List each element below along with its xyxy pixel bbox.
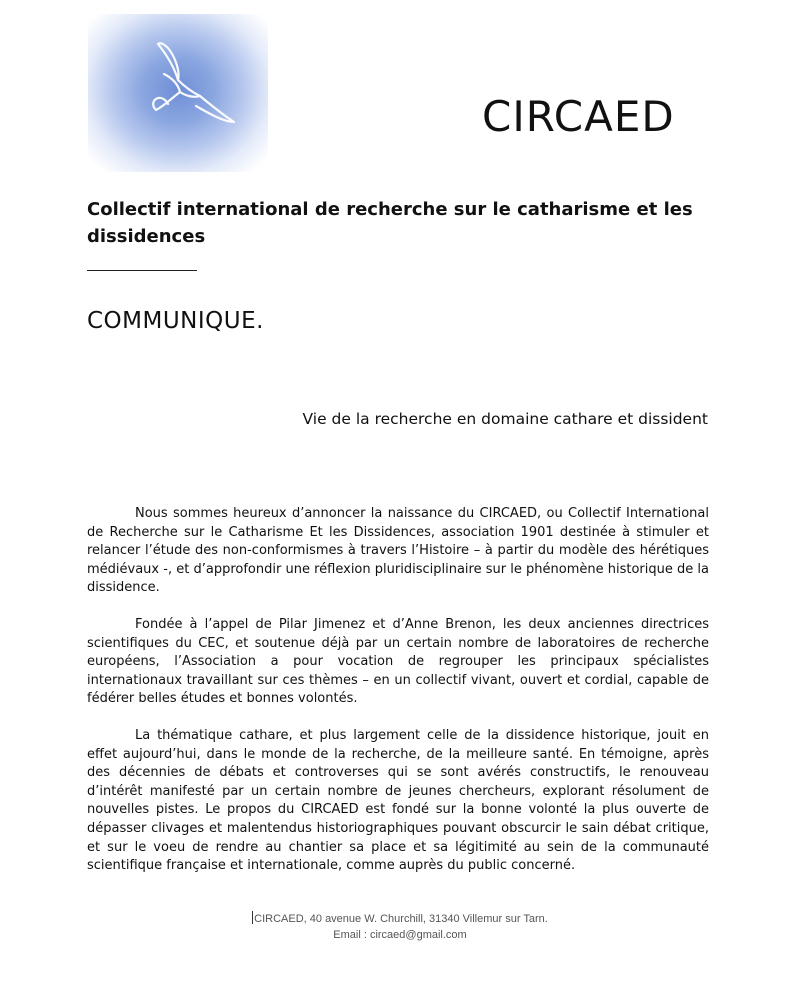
footer-address: CIRCAED, 40 avenue W. Churchill, 31340 Villemur sur Tarn.	[254, 913, 548, 925]
brand-name: CIRCAED	[482, 92, 675, 141]
bird-icon	[88, 14, 268, 172]
footer-address-line	[0, 911, 800, 927]
footer-email: Email : circaed@gmail.com	[333, 929, 467, 941]
paragraph: Fondée à l’appel de Pilar Jimenez et d’Anne Brenon, les deux anciennes directrices scientifiques du CEC, et soutenue déjà par un certain nombre de laboratoires de recherche européens, l’Association a pour vocation de regrouper les principaux spécialistes internationaux travaillant sur ces thèmes – en un collectif vivant, ouvert et cordial, capable de fédérer belles études et bonnes volontés.	[87, 616, 709, 707]
text-cursor	[252, 911, 253, 924]
footer	[0, 911, 800, 943]
organization-subtitle: Collectif international de recherche sur le catharisme et les dissidences	[87, 199, 693, 247]
paragraph: La thématique cathare, et plus largement celle de la dissidence historique, jouit en effet aujourd’hui, dans le monde de la recherche, de la meilleure santé. En témoigne, après des décennies de débats et controverses qui se sont avérés constructifs, le renouveau d’intérêt manifesté par un certain nombre de jeunes chercheurs, explorant résolument de nouvelles pistes. Le propos du CIRCAED est fondé sur la bonne volonté la plus ouverte de dépasser clivages et malentendus historiographiques pouvant obscurcir le sain débat critique, et sur le voeu de rendre au chantier sa place et sa légitimité au sein de la communauté scientifique française et internationale, comme auprès du public concerné.	[87, 727, 709, 874]
rubric-line: Vie de la recherche en domaine cathare et dissident	[302, 410, 708, 428]
divider	[87, 270, 197, 271]
logo	[88, 14, 268, 172]
document-heading: COMMUNIQUE.	[87, 308, 264, 334]
paragraph: Nous sommes heureux d’annoncer la naissance du CIRCAED, ou Collectif International de Recherche sur le Catharisme Et les Dissidences, association 1901 destinée à stimuler et relancer l’étude des non-conformismes à travers l’Histoire – à partir du modèle des hérétiques médiévaux -, et d’approfondir une réflexion pluridisciplinaire sur le phénomène historique de la dissidence.	[87, 506, 709, 596]
body-text	[87, 505, 709, 894]
